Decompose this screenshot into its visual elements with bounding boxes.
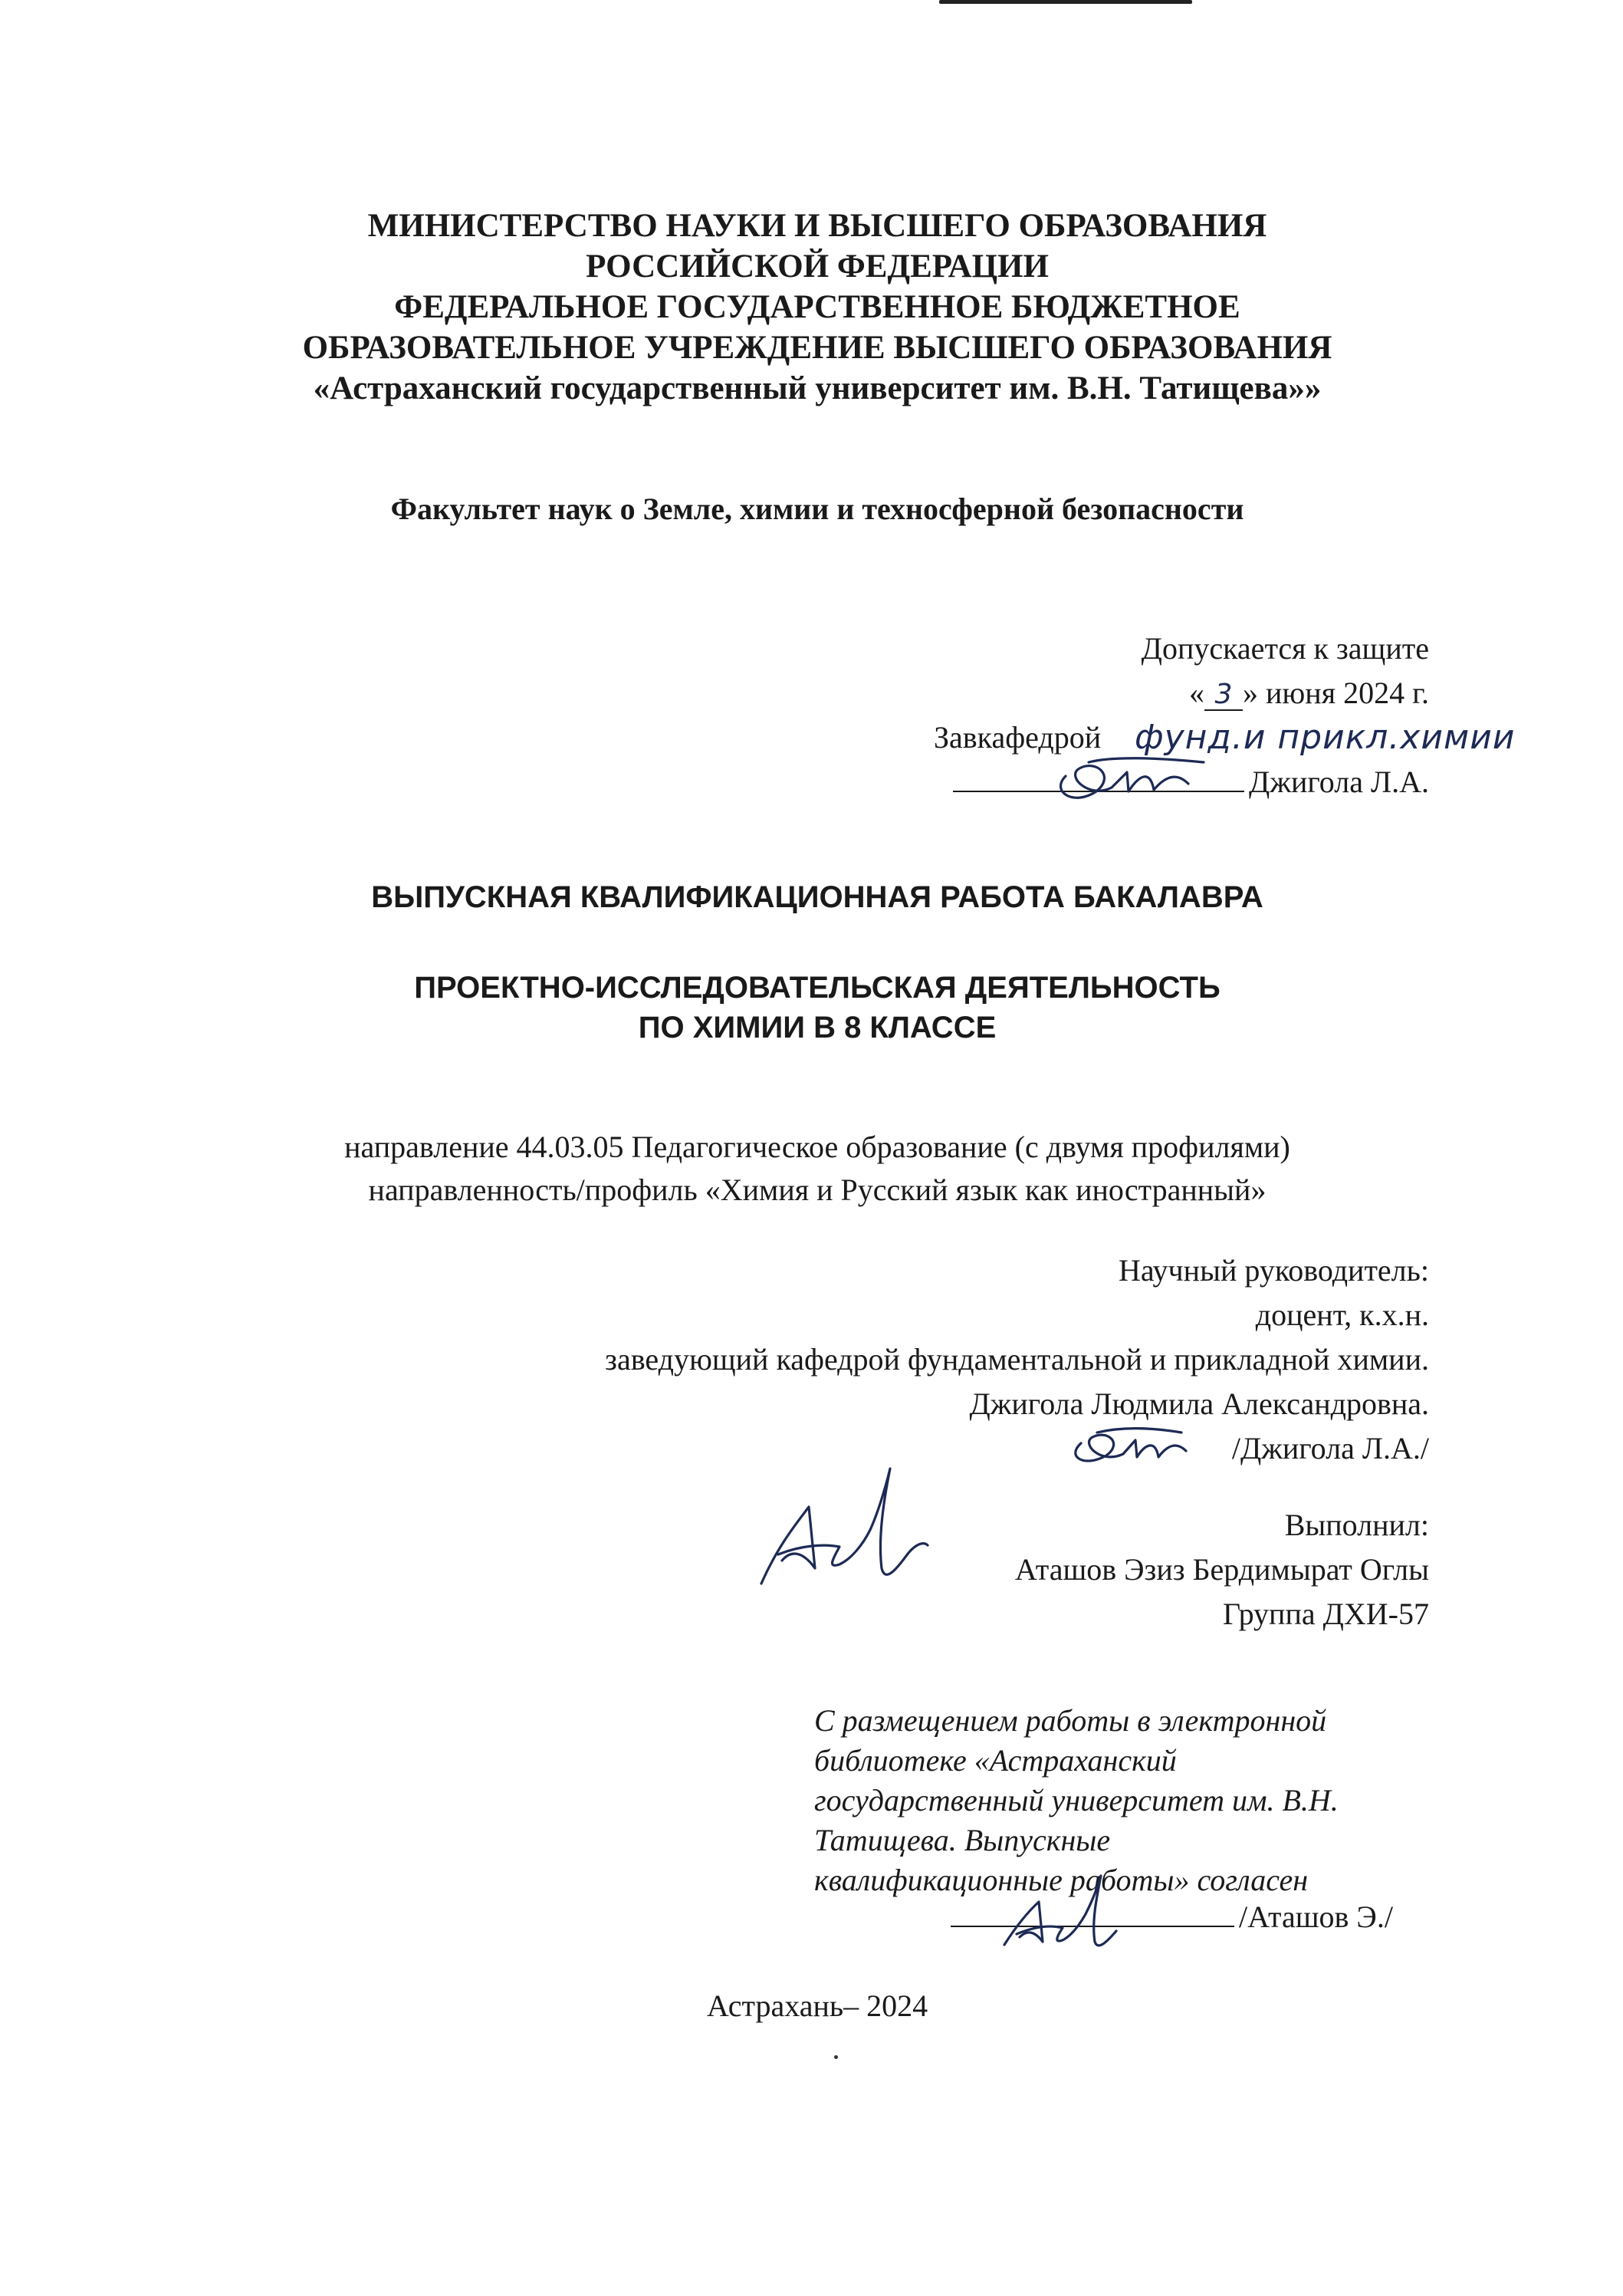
handwritten-day: 3 <box>1204 680 1243 711</box>
approval-date: « 3 » июня 2024 г. <box>1189 676 1429 710</box>
header-line: ФЕДЕРАЛЬНОЕ ГОСУДАРСТВЕННОЕ БЮДЖЕТНОЕ <box>394 289 1240 325</box>
study-direction <box>159 1126 1475 1212</box>
supervisor-position: заведующий кафедрой фундаментальной и прикладной химии. <box>605 1342 1429 1377</box>
institution-header <box>159 206 1475 409</box>
consent-statement <box>814 1701 1443 1900</box>
supervisor-full-name: Джигола Людмила Александровна. <box>969 1386 1429 1421</box>
supervisor-block <box>383 1248 1429 1471</box>
consent-line: квалификационные работы» согласен <box>814 1863 1309 1897</box>
supervisor-short-name: /Джигола Л.А./ <box>1231 1431 1429 1465</box>
head-label: Завкафедрой <box>934 720 1102 755</box>
admitted-text: Допускается к защите <box>1141 631 1429 666</box>
city-year: Астрахань– 2024 <box>706 1988 928 2023</box>
head-signature <box>1043 745 1219 814</box>
consent-line: государственный университет им. В.Н. <box>814 1783 1339 1817</box>
header-line: «Астраханский государственный университет им. В.Н. Татищева»» <box>313 370 1322 406</box>
consent-line: С размещением работы в электронной <box>814 1703 1327 1738</box>
scan-speck <box>834 2055 838 2059</box>
header-line: РОССИЙСКОЙ ФЕДЕРАЦИИ <box>586 248 1049 285</box>
supervisor-degree: доцент, к.х.н. <box>1255 1298 1429 1332</box>
title-line: ПРОЕКТНО-ИССЛЕДОВАТЕЛЬСКАЯ ДЕЯТЕЛЬНОСТЬ <box>414 971 1221 1005</box>
consent-name: /Аташов Э./ <box>1239 1900 1393 1934</box>
faculty-name: Факультет наук о Земле, химии и техносферной безопасности <box>390 492 1244 526</box>
scan-edge-mark <box>939 0 1192 4</box>
author-signature <box>755 1453 931 1591</box>
work-type: ВЫПУСКНАЯ КВАЛИФИКАЦИОННАЯ РАБОТА БАКАЛАВРА <box>371 880 1263 914</box>
supervisor-signature <box>1062 1420 1192 1474</box>
profile-text: направленность/профиль «Химия и Русский язык как иностранный» <box>368 1173 1267 1207</box>
header-line: МИНИСТЕРСТВО НАУКИ И ВЫСШЕГО ОБРАЗОВАНИЯ <box>367 208 1267 244</box>
header-line: ОБРАЗОВАТЕЛЬНОЕ УЧРЕЖДЕНИЕ ВЫСШЕГО ОБРАЗОВАНИЯ <box>302 330 1332 366</box>
title-line: ПО ХИМИИ В 8 КЛАССЕ <box>638 1011 997 1044</box>
consent-line: библиотеке «Астраханский <box>814 1743 1177 1778</box>
author-name: Аташов Эзиз Бердимырат Оглы <box>1014 1552 1429 1587</box>
consent-line: Татищева. Выпускные <box>814 1823 1111 1857</box>
handwritten-department: фунд.и прикл.химии <box>1135 718 1516 757</box>
head-name: Джигола Л.А. <box>1249 765 1429 799</box>
author-label: Выполнил: <box>1284 1508 1429 1542</box>
work-title <box>159 968 1475 1048</box>
consent-signature <box>997 1871 1127 1956</box>
supervisor-label: Научный руководитель: <box>1118 1253 1429 1288</box>
author-group: Группа ДХИ-57 <box>1222 1597 1429 1631</box>
direction-text: направление 44.03.05 Педагогическое образование (с двумя профилями) <box>344 1130 1290 1164</box>
